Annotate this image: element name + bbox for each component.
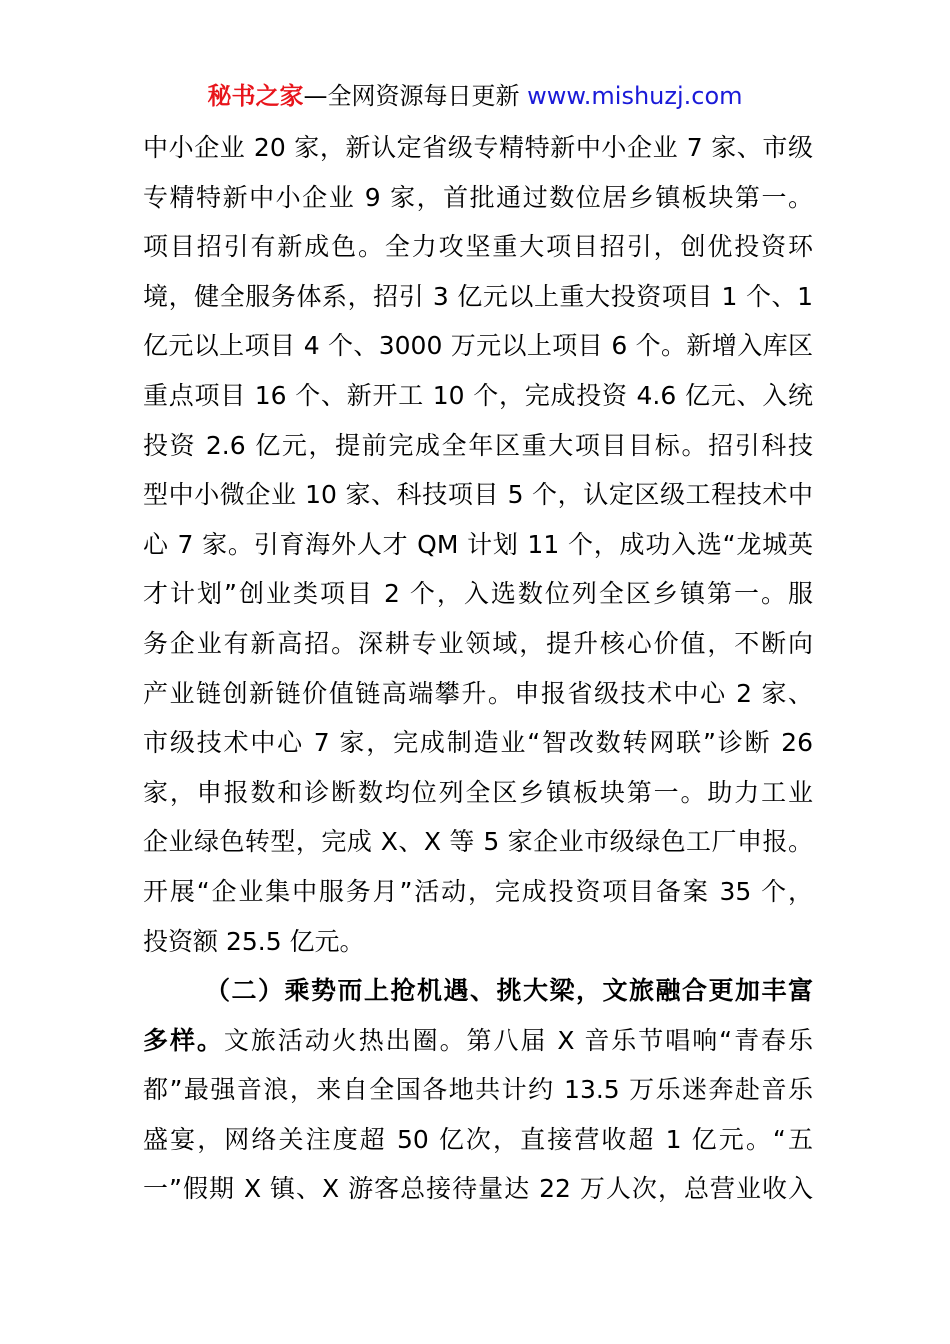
text-line: 家，申报数和诊断数均位列全区乡镇板块第一。助力工业 <box>143 777 813 807</box>
text-line: 亿元以上项目 4 个、3000 万元以上项目 6 个。新增入库区 <box>143 331 813 361</box>
text-line: 型中小微企业 10 家、科技项目 5 个，认定区级工程技术中 <box>143 480 813 510</box>
text-line: 投资 2.6 亿元，提前完成全年区重大项目目标。招引科技 <box>143 430 813 460</box>
text-line: 专精特新中小企业 9 家，首批通过数位居乡镇板块第一。 <box>143 182 813 212</box>
text-line: 重点项目 16 个、新开工 10 个，完成投资 4.6 亿元、入统 <box>143 380 813 410</box>
text-line: 产业链创新链价值链高端攀升。申报省级技术中心 2 家、 <box>143 678 813 708</box>
site-url-link[interactable]: www.mishuzj.com <box>527 82 743 110</box>
site-header <box>0 80 950 112</box>
text-line: 开展“企业集中服务月”活动，完成投资项目备案 35 个， <box>143 876 813 906</box>
text-line: 企业绿色转型，完成 X、X 等 5 家企业市级绿色工厂申报。 <box>143 827 813 857</box>
section-heading-end: 多样。 <box>143 1025 224 1055</box>
text-line: 心 7 家。引育海外人才 QM 计划 11 个，成功入选“龙城英 <box>143 529 813 559</box>
site-tagline: —全网资源每日更新 <box>303 82 520 110</box>
text-line: 中小企业 20 家，新认定省级专精特新中小企业 7 家、市级 <box>143 133 813 162</box>
text-line: 盛宴，网络关注度超 50 亿次，直接营收超 1 亿元。“五 <box>143 1124 813 1154</box>
section-text: 文旅活动火热出圈。第八届 X 音乐节唱响“青春乐 <box>223 1025 813 1055</box>
text-line: 投资额 25.5 亿元。 <box>143 926 365 956</box>
section-heading-continued <box>143 1016 813 1066</box>
text-line: 境，健全服务体系，招引 3 亿元以上重大投资项目 1 个、1 <box>143 281 813 311</box>
section-heading: （二）乘势而上抢机遇、挑大梁，文旅融合更加丰富 <box>205 976 813 1006</box>
site-brand: 秘书之家 <box>207 82 304 110</box>
text-line: 务企业有新高招。深耕专业领域，提升核心价值，不断向 <box>143 628 813 658</box>
text-line: 才计划”创业类项目 2 个，入选数位列全区乡镇第一。服 <box>143 579 813 609</box>
document-body <box>143 123 813 1214</box>
text-line: 市级技术中心 7 家，完成制造业“智改数转网联”诊断 26 <box>143 728 813 758</box>
text-line: 都”最强音浪，来自全国各地共计约 13.5 万乐迷奔赴音乐 <box>143 1075 813 1105</box>
text-line: 一”假期 X 镇、X 游客总接待量达 22 万人次，总营业收入 <box>143 1174 813 1204</box>
text-line: 项目招引有新成色。全力攻坚重大项目招引，创优投资环 <box>143 232 813 262</box>
